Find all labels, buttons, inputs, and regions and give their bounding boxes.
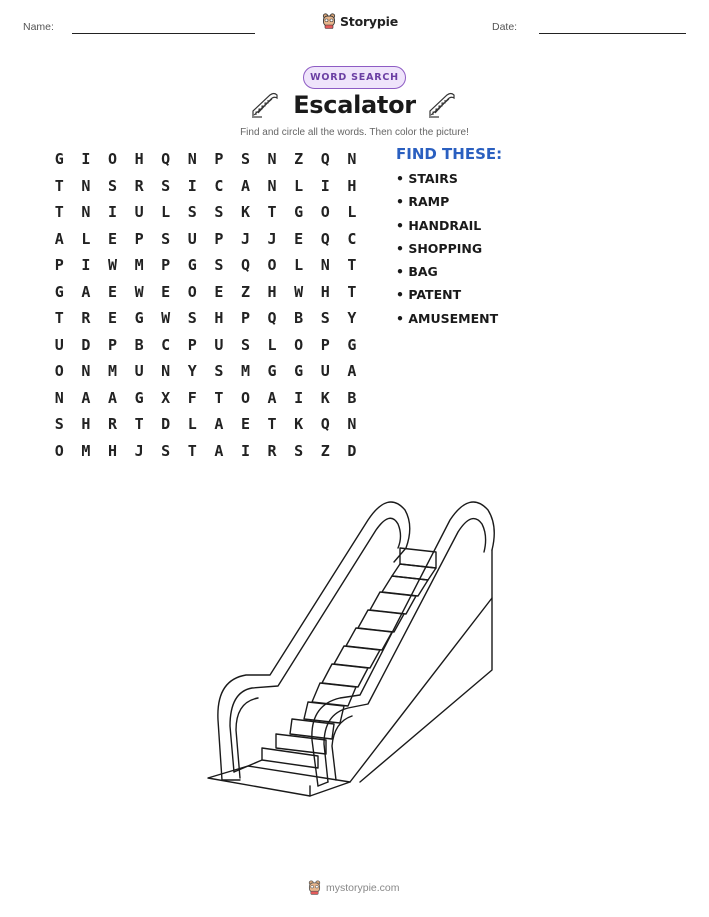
name-label: Name: [23,21,54,33]
letter-grid [46,146,365,464]
grid-cell[interactable]: O [320,203,330,222]
grid-cell[interactable]: L [267,335,277,354]
grid-cell[interactable]: N [320,256,330,275]
grid-cell[interactable]: B [347,388,357,407]
grid-row [46,385,365,412]
grid-cell[interactable]: W [161,309,171,328]
grid-cell[interactable]: I [187,176,197,195]
grid-cell[interactable]: M [134,256,144,275]
grid-cell[interactable]: G [54,282,64,301]
grid-cell[interactable]: E [107,229,117,248]
grid-cell[interactable]: I [294,388,304,407]
grid-cell[interactable]: P [320,335,330,354]
grid-cell[interactable]: B [294,309,304,328]
grid-cell[interactable]: U [54,335,64,354]
grid-cell[interactable]: C [347,229,357,248]
grid-cell[interactable]: Q [320,415,330,434]
instructions: Find and circle all the words. Then color the picture! [240,127,469,138]
grid-cell[interactable]: N [347,415,357,434]
grid-cell[interactable]: E [107,309,117,328]
grid-cell[interactable]: S [187,203,197,222]
grid-cell[interactable]: N [161,362,171,381]
grid-row [46,252,365,279]
grid-cell[interactable]: D [161,415,171,434]
grid-cell[interactable]: Q [320,229,330,248]
grid-cell[interactable]: U [134,362,144,381]
grid-cell[interactable]: W [294,282,304,301]
grid-cell[interactable]: Q [267,309,277,328]
grid-cell[interactable]: S [240,335,250,354]
grid-cell[interactable]: O [187,282,197,301]
grid-cell[interactable]: A [214,415,224,434]
grid-cell[interactable]: S [294,441,304,460]
grid-cell[interactable]: N [347,150,357,169]
brand-name: Storypie [340,13,398,29]
grid-cell[interactable]: P [134,229,144,248]
grid-cell[interactable]: N [81,362,91,381]
grid-cell[interactable]: S [214,203,224,222]
grid-cell[interactable]: S [187,309,197,328]
grid-cell[interactable]: A [214,441,224,460]
grid-cell[interactable]: C [161,335,171,354]
grid-cell[interactable]: A [81,388,91,407]
grid-cell[interactable]: L [347,203,357,222]
grid-row [46,438,365,465]
grid-cell[interactable]: Q [161,150,171,169]
grid-cell[interactable]: F [187,388,197,407]
grid-cell[interactable]: S [214,362,224,381]
grid-cell[interactable]: P [161,256,171,275]
grid-cell[interactable]: G [294,362,304,381]
grid-cell[interactable]: O [54,441,64,460]
grid-cell[interactable]: G [187,256,197,275]
word-list-item: • AMUSEMENT [396,310,499,326]
grid-cell[interactable]: N [54,388,64,407]
grid-cell[interactable]: T [187,441,197,460]
grid-cell[interactable]: O [267,256,277,275]
grid-cell[interactable]: H [214,309,224,328]
word-list-item: • HANDRAIL [396,217,482,233]
grid-cell[interactable]: U [214,335,224,354]
grid-row [46,146,365,173]
grid-cell[interactable]: N [267,176,277,195]
grid-row [46,411,365,438]
grid-cell[interactable]: T [347,282,357,301]
grid-cell[interactable]: N [187,150,197,169]
grid-cell[interactable]: W [134,282,144,301]
grid-cell[interactable]: M [240,362,250,381]
find-these-heading: FIND THESE: [396,145,503,163]
grid-row [46,332,365,359]
grid-cell[interactable]: T [267,203,277,222]
grid-cell[interactable]: I [320,176,330,195]
grid-cell[interactable]: R [107,415,117,434]
grid-cell[interactable]: L [161,203,171,222]
grid-cell[interactable]: U [187,229,197,248]
grid-cell[interactable]: T [54,309,64,328]
footer [308,880,400,895]
grid-cell[interactable]: H [134,150,144,169]
brand [322,13,398,29]
grid-cell[interactable]: T [134,415,144,434]
word-search-badge: WORD SEARCH [303,66,406,89]
word-list-item: • PATENT [396,287,462,303]
grid-cell[interactable]: P [187,335,197,354]
grid-cell[interactable]: X [161,388,171,407]
date-line[interactable] [539,33,686,34]
grid-cell[interactable]: H [81,415,91,434]
grid-cell[interactable]: S [214,256,224,275]
grid-cell[interactable]: H [107,441,117,460]
grid-cell[interactable]: Q [320,150,330,169]
grid-cell[interactable]: Y [187,362,197,381]
grid-cell[interactable]: A [240,176,250,195]
grid-cell[interactable]: I [240,441,250,460]
grid-cell[interactable]: A [107,388,117,407]
word-list-item: • RAMP [396,194,450,210]
grid-cell[interactable]: B [134,335,144,354]
grid-cell[interactable]: I [81,256,91,275]
grid-cell[interactable]: N [81,176,91,195]
grid-cell[interactable]: L [294,176,304,195]
grid-cell[interactable]: G [54,150,64,169]
grid-cell[interactable]: T [267,415,277,434]
grid-cell[interactable]: Z [294,150,304,169]
grid-cell[interactable]: Z [240,282,250,301]
grid-cell[interactable]: G [134,309,144,328]
storypie-logo-icon [322,13,336,29]
word-list-item: • STAIRS [396,171,458,186]
page-title: Escalator [293,91,416,119]
escalator-coloring-illustration [200,490,500,800]
grid-cell[interactable]: G [267,362,277,381]
grid-cell[interactable]: S [320,309,330,328]
grid-cell[interactable]: D [81,335,91,354]
grid-cell[interactable]: N [81,203,91,222]
grid-cell[interactable]: H [320,282,330,301]
grid-cell[interactable]: S [161,441,171,460]
grid-cell[interactable]: G [294,203,304,222]
grid-cell[interactable]: U [320,362,330,381]
grid-cell[interactable]: S [107,176,117,195]
grid-cell[interactable]: K [294,415,304,434]
word-list-item: • BAG [396,264,438,280]
word-list [396,171,498,334]
grid-cell[interactable]: O [54,362,64,381]
grid-cell[interactable]: D [347,441,357,460]
grid-cell[interactable]: K [240,203,250,222]
escalator-icon [427,91,457,119]
grid-cell[interactable]: W [107,256,117,275]
grid-cell[interactable]: Y [347,309,357,328]
grid-cell[interactable]: L [81,229,91,248]
word-list-item: • SHOPPING [396,240,483,256]
grid-cell[interactable]: A [347,362,357,381]
grid-cell[interactable]: T [214,388,224,407]
grid-cell[interactable]: S [161,176,171,195]
grid-cell[interactable]: J [134,441,144,460]
grid-cell[interactable]: I [81,150,91,169]
grid-cell[interactable]: S [161,229,171,248]
grid-cell[interactable]: P [214,150,224,169]
grid-cell[interactable]: P [107,335,117,354]
grid-row [46,358,365,385]
grid-row [46,279,365,306]
storypie-logo-icon [308,880,321,895]
grid-cell[interactable]: P [214,229,224,248]
grid-cell[interactable]: A [54,229,64,248]
grid-cell[interactable]: J [240,229,250,248]
grid-cell[interactable]: O [240,388,250,407]
grid-cell[interactable]: L [187,415,197,434]
grid-cell[interactable]: I [107,203,117,222]
grid-cell[interactable]: P [240,309,250,328]
name-line[interactable] [72,33,255,34]
grid-cell[interactable]: A [267,388,277,407]
grid-cell[interactable]: H [347,176,357,195]
grid-cell[interactable]: E [240,415,250,434]
grid-cell[interactable]: E [161,282,171,301]
grid-cell[interactable]: P [54,256,64,275]
grid-cell[interactable]: R [81,309,91,328]
grid-cell[interactable]: A [81,282,91,301]
grid-cell[interactable]: S [54,415,64,434]
grid-cell[interactable]: T [54,176,64,195]
grid-cell[interactable]: U [134,203,144,222]
grid-cell[interactable]: S [240,150,250,169]
grid-cell[interactable]: M [81,441,91,460]
footer-site-link[interactable]: mystorypie.com [326,881,400,894]
grid-row [46,199,365,226]
grid-cell[interactable]: J [267,229,277,248]
grid-cell[interactable]: E [294,229,304,248]
grid-cell[interactable]: G [134,388,144,407]
grid-cell[interactable]: R [134,176,144,195]
grid-row [46,173,365,200]
grid-cell[interactable]: M [107,362,117,381]
grid-cell[interactable]: K [320,388,330,407]
grid-cell[interactable]: O [294,335,304,354]
date-label: Date: [492,21,518,33]
grid-cell[interactable]: N [267,150,277,169]
grid-cell[interactable]: R [267,441,277,460]
grid-cell[interactable]: Z [320,441,330,460]
grid-cell[interactable]: E [107,282,117,301]
grid-cell[interactable]: H [267,282,277,301]
grid-cell[interactable]: T [54,203,64,222]
grid-row [46,305,365,332]
grid-cell[interactable]: Q [240,256,250,275]
grid-cell[interactable]: E [214,282,224,301]
grid-cell[interactable]: T [347,256,357,275]
grid-row [46,226,365,253]
grid-cell[interactable]: L [294,256,304,275]
grid-cell[interactable]: C [214,176,224,195]
grid-cell[interactable]: G [347,335,357,354]
grid-cell[interactable]: O [107,150,117,169]
